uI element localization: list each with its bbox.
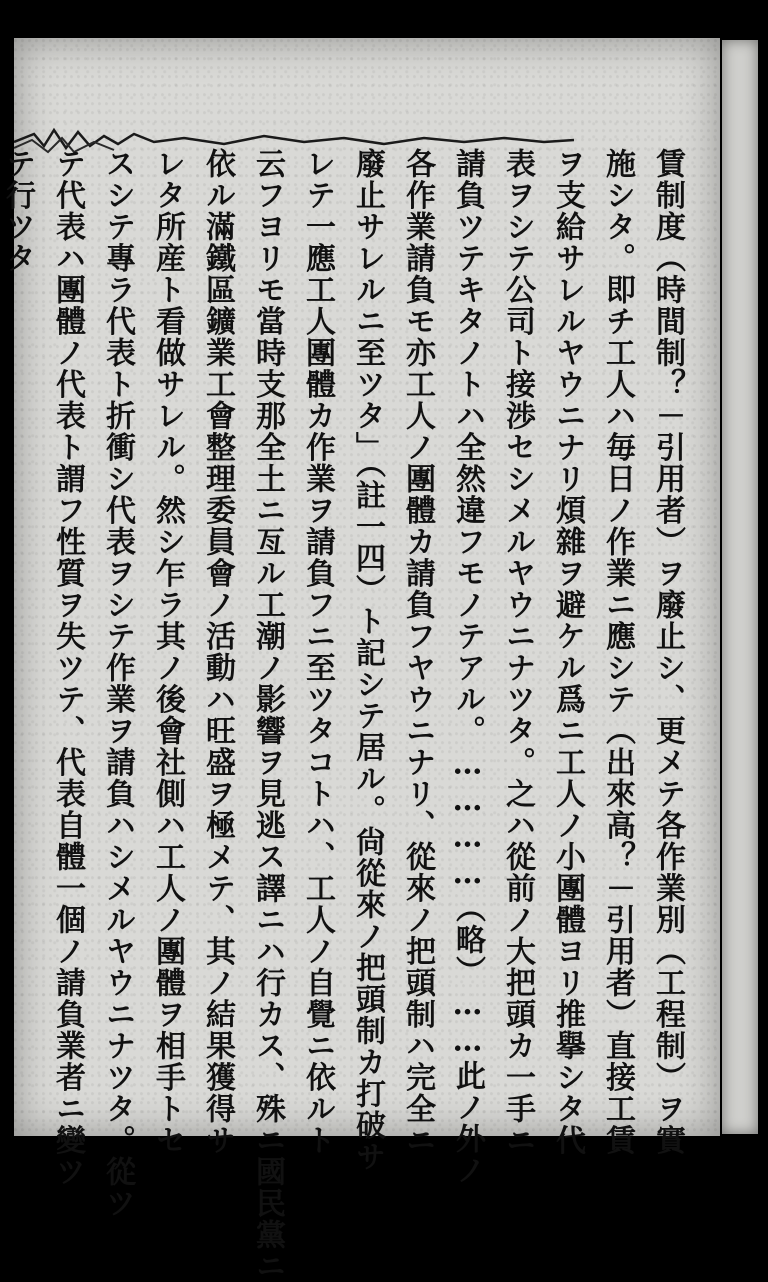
vertical-text-body: [0, 148, 692, 1282]
text-column: レテ一應工人團體カ作業ヲ請負フニ至ツタコトハ、工人ノ自覺ニ依ルト: [300, 148, 335, 1156]
text-column: 表ヲシテ公司ト接渉セシメルヤウニナツタ。之ハ從前ノ大把頭カ一手ニ: [500, 148, 535, 1156]
text-column: 依ル滿鐵區鑛業工會整理委員會ノ活動ハ旺盛ヲ極メテ、其ノ結果獲得サ: [200, 148, 235, 1156]
text-column: テ代表ハ團體ノ代表ト謂フ性質ヲ失ツテ、代表自體一個ノ請負業者ニ變ツ: [50, 148, 85, 1188]
text-column: ヲ支給サレルヤウニナリ煩雜ヲ避ケル爲ニ工人ノ小團體ヨリ推擧シタ代: [550, 148, 585, 1156]
text-column: 賃制度（時間制？－引用者）ヲ廢止シ、更メテ各作業別（工程制）ヲ實: [650, 148, 685, 1156]
text-column: テ行ツタ: [0, 148, 35, 274]
adjacent-page-edge: [722, 40, 758, 1134]
text-column: 廢止サレルニ至ツタ」（註一四）ト記シテ居ル。尙從來ノ把頭制カ打破サ: [350, 148, 385, 1173]
text-column: 云フヨリモ當時支那全土ニ亙ル工潮ノ影響ヲ見逃ス譯ニハ行カス、殊ニ國民黨ニ: [250, 148, 285, 1282]
text-column: スシテ專ラ代表ト折衝シ代表ヲシテ作業ヲ請負ハシメルヤウニナツタ。從ツ: [100, 148, 135, 1219]
text-column: 各作業請負モ亦工人ノ團體カ請負フヤウニナリ、從來ノ把頭制ハ完全ニ: [400, 148, 435, 1156]
text-column: 施シタ。即チ工人ハ毎日ノ作業ニ應シテ（出來高？－引用者）直接工賃: [600, 148, 635, 1156]
text-column: レタ所産ト看做サレル。然シ乍ラ其ノ後會社側ハ工人ノ團體ヲ相手トセ: [150, 148, 185, 1156]
text-column: 請負ツテキタノトハ全然違フモノテアル。…………（略）……此ノ外ノ: [450, 148, 485, 1186]
